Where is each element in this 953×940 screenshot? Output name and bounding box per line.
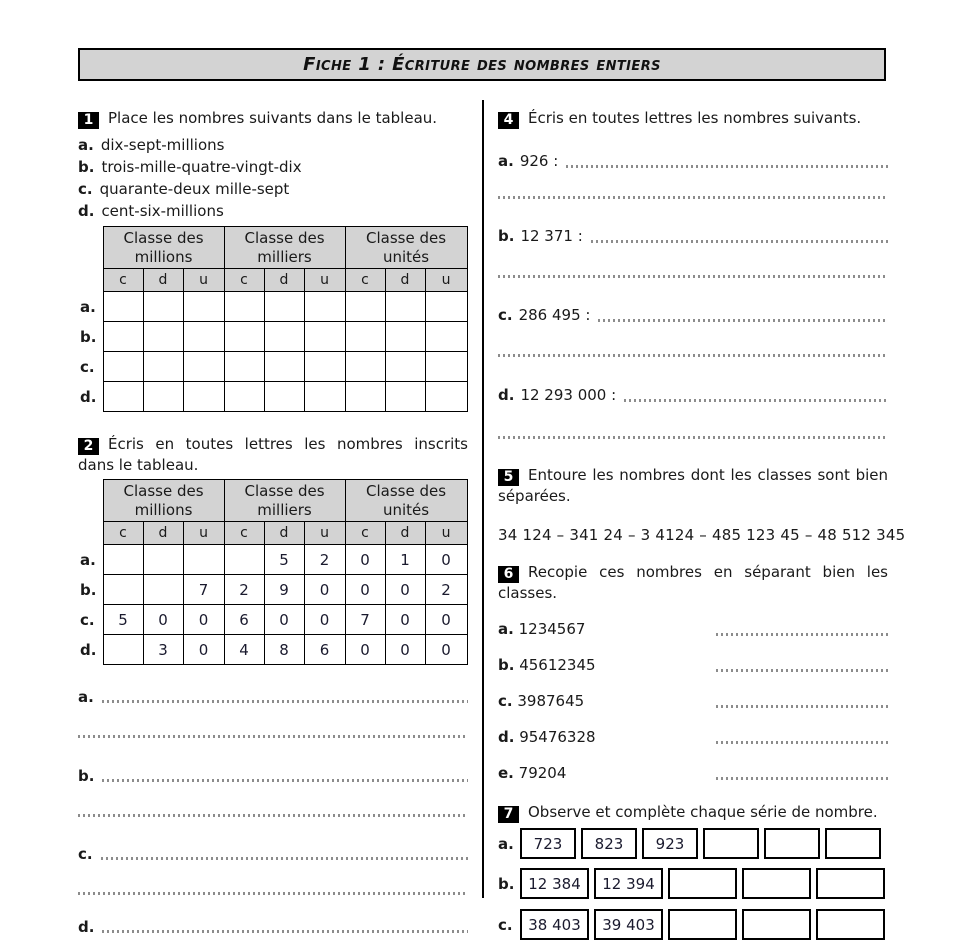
- table-row: [78, 575, 467, 605]
- item-label: d.: [78, 202, 95, 220]
- digit-cell: 0: [183, 605, 224, 635]
- exercise-7-number-badge: 7: [498, 806, 519, 823]
- digit-cell[interactable]: [143, 322, 183, 352]
- digit-cell[interactable]: [425, 322, 467, 352]
- series-box-empty[interactable]: [668, 909, 737, 940]
- fill-item: [498, 307, 888, 324]
- place-value-table-ex1: [78, 226, 468, 412]
- answer-row: [78, 846, 468, 862]
- answer-line[interactable]: [566, 165, 888, 168]
- number-value: 926 :: [519, 152, 559, 170]
- series-box: 723: [520, 828, 576, 859]
- item-label: c.: [78, 180, 93, 198]
- digit-cell[interactable]: [103, 352, 143, 382]
- digit-cell: 0: [385, 605, 425, 635]
- digit-cell[interactable]: [143, 352, 183, 382]
- digit-header: u: [183, 269, 224, 292]
- table-row: [78, 352, 467, 382]
- exercise-5-header: [498, 465, 888, 506]
- digit-cell[interactable]: [304, 322, 345, 352]
- series-box: 38 403: [520, 909, 589, 940]
- digit-cell: [103, 635, 143, 665]
- answer-line[interactable]: [624, 399, 888, 402]
- number-value: 1234567: [518, 620, 586, 638]
- list-item: [78, 178, 468, 200]
- row-label: c.: [80, 610, 95, 629]
- item-text: dix-sept-millions: [100, 136, 225, 154]
- digit-cell: 7: [345, 605, 385, 635]
- table-row: [78, 480, 467, 522]
- series-label: b.: [498, 874, 515, 893]
- digit-header: c: [224, 522, 264, 545]
- digit-cell[interactable]: [345, 322, 385, 352]
- digit-cell: 5: [264, 545, 304, 575]
- answer-line[interactable]: [716, 705, 888, 708]
- answer-line[interactable]: [716, 669, 888, 672]
- item-label: b.: [498, 656, 515, 674]
- digit-cell: [103, 575, 143, 605]
- series-box-empty[interactable]: [668, 868, 737, 899]
- digit-cell: 2: [425, 575, 467, 605]
- exercise-2-number-badge: 2: [78, 438, 99, 455]
- digit-cell[interactable]: [304, 352, 345, 382]
- digit-cell: 3: [143, 635, 183, 665]
- copy-item: [498, 693, 888, 710]
- answer-line[interactable]: [598, 319, 888, 322]
- series-box-empty[interactable]: [825, 828, 881, 859]
- digit-cell: 0: [385, 635, 425, 665]
- digit-cell[interactable]: [345, 382, 385, 412]
- digit-cell[interactable]: [183, 322, 224, 352]
- digit-header: c: [103, 269, 143, 292]
- exercise-2-header: [78, 434, 468, 475]
- item-label: c.: [498, 692, 513, 710]
- fill-item: [498, 387, 888, 404]
- page-title: Fiche 1 : Écriture des nombres entiers: [303, 54, 661, 75]
- item-text: trois-mille-quatre-vingt-dix: [101, 158, 302, 176]
- number-value: 286 495 :: [518, 306, 591, 324]
- class-header-millions: Classe des millions: [103, 227, 224, 269]
- answer-line[interactable]: [102, 779, 468, 782]
- digit-cell[interactable]: [183, 382, 224, 412]
- series-box: 12 384: [520, 868, 589, 899]
- series-box: 12 394: [594, 868, 663, 899]
- exercise-6-number-badge: 6: [498, 566, 519, 583]
- row-label: d.: [80, 640, 97, 659]
- number-value: 3987645: [517, 692, 585, 710]
- number-value: 45612345: [519, 656, 596, 674]
- digit-cell[interactable]: [264, 292, 304, 322]
- column-divider: [482, 100, 484, 898]
- digit-cell: 9: [264, 575, 304, 605]
- item-label: b.: [498, 227, 515, 245]
- answer-line[interactable]: [78, 892, 468, 895]
- series-box-empty[interactable]: [742, 868, 811, 899]
- digit-cell[interactable]: [224, 382, 264, 412]
- item-label: d.: [498, 728, 515, 746]
- answer-line[interactable]: [78, 814, 468, 817]
- exercise-6-header: [498, 562, 888, 603]
- series-box-empty[interactable]: [816, 868, 885, 899]
- exercise-1-items: [78, 134, 468, 222]
- item-label: c.: [498, 306, 513, 324]
- digit-cell[interactable]: [345, 292, 385, 322]
- table-row: [78, 292, 467, 322]
- copy-item: [498, 621, 888, 638]
- table-row: [78, 545, 467, 575]
- class-header-milliers: Classe des milliers: [224, 227, 345, 269]
- digit-cell[interactable]: [224, 352, 264, 382]
- exercise-4-number-badge: 4: [498, 112, 519, 129]
- left-column: [78, 100, 468, 935]
- digit-cell: [103, 545, 143, 575]
- item-label: a.: [78, 136, 94, 154]
- exercise-5-prompt: Entoure les nombres dont les classes sont bien séparées.: [498, 466, 888, 505]
- answer-line[interactable]: [716, 777, 888, 780]
- digit-cell: 7: [183, 575, 224, 605]
- answer-line[interactable]: [591, 240, 888, 243]
- list-item: [78, 134, 468, 156]
- digit-cell[interactable]: [143, 382, 183, 412]
- digit-header: d: [143, 269, 183, 292]
- digit-cell[interactable]: [183, 292, 224, 322]
- table-row: [78, 382, 467, 412]
- digit-cell: 0: [304, 605, 345, 635]
- digit-cell[interactable]: [224, 292, 264, 322]
- row-label: b.: [80, 327, 97, 346]
- exercise-4-header: [498, 108, 888, 129]
- digit-header: u: [304, 522, 345, 545]
- digit-cell: 6: [304, 635, 345, 665]
- digit-cell[interactable]: [304, 292, 345, 322]
- digit-cell[interactable]: [425, 352, 467, 382]
- digit-cell[interactable]: [385, 322, 425, 352]
- digit-cell[interactable]: [385, 352, 425, 382]
- answer-row: [78, 689, 468, 705]
- place-value-table-ex2: [78, 479, 468, 665]
- item-label: a.: [498, 152, 514, 170]
- digit-cell: 0: [264, 605, 304, 635]
- digit-cell: 0: [304, 575, 345, 605]
- copy-item: [498, 729, 888, 746]
- exercise-5-number-badge: 5: [498, 469, 519, 486]
- list-item: [78, 156, 468, 178]
- exercise-2-prompt: Écris en toutes lettres les nombres inscrits dans le tableau.: [78, 435, 468, 474]
- series-box-empty[interactable]: [816, 909, 885, 940]
- exercise-1-number-badge: 1: [78, 112, 99, 129]
- digit-cell[interactable]: [345, 352, 385, 382]
- digit-cell: 2: [224, 575, 264, 605]
- table-row: [78, 227, 467, 269]
- digit-cell: 8: [264, 635, 304, 665]
- digit-cell[interactable]: [264, 352, 304, 382]
- series-box: 823: [581, 828, 637, 859]
- list-item: [78, 200, 468, 222]
- digit-cell: 0: [345, 635, 385, 665]
- digit-cell[interactable]: [103, 292, 143, 322]
- digit-cell[interactable]: [264, 382, 304, 412]
- digit-header: c: [224, 269, 264, 292]
- item-text: cent-six-millions: [101, 202, 224, 220]
- row-label: a.: [80, 297, 96, 316]
- item-label: b.: [78, 158, 95, 176]
- exercise-7-header: [498, 802, 888, 823]
- answer-label: b.: [78, 767, 95, 785]
- digit-cell: 1: [385, 545, 425, 575]
- digit-header: d: [264, 269, 304, 292]
- exercise-7-prompt: Observe et complète chaque série de nombre.: [528, 803, 878, 821]
- table-row: [78, 269, 467, 292]
- digit-cell: 0: [345, 575, 385, 605]
- digit-cell: 0: [345, 545, 385, 575]
- answer-line[interactable]: [716, 741, 888, 744]
- digit-header: d: [385, 522, 425, 545]
- digit-cell[interactable]: [103, 382, 143, 412]
- answer-label: d.: [78, 918, 95, 936]
- series-row: [498, 828, 888, 859]
- answer-label: c.: [78, 845, 93, 863]
- exercise-4-prompt: Écris en toutes lettres les nombres suivants.: [528, 109, 862, 127]
- digit-cell[interactable]: [103, 322, 143, 352]
- series-box-empty[interactable]: [703, 828, 759, 859]
- number-value: 95476328: [519, 728, 596, 746]
- digit-header: c: [345, 269, 385, 292]
- series-row: [498, 909, 888, 940]
- digit-cell[interactable]: [385, 382, 425, 412]
- series-box: 923: [642, 828, 698, 859]
- answer-row: [78, 768, 468, 784]
- digit-cell[interactable]: [304, 382, 345, 412]
- right-column: [498, 100, 906, 940]
- digit-cell: 6: [224, 605, 264, 635]
- answer-line[interactable]: [498, 354, 888, 357]
- item-text: quarante-deux mille-sept: [99, 180, 290, 198]
- digit-header: u: [304, 269, 345, 292]
- series-label: c.: [498, 915, 513, 934]
- series-box-empty[interactable]: [764, 828, 820, 859]
- fill-item: [498, 228, 888, 245]
- exercise-6-prompt: Recopie ces nombres en séparant bien les classes.: [498, 563, 888, 602]
- digit-cell: 5: [103, 605, 143, 635]
- digit-cell: [224, 545, 264, 575]
- title-band: [78, 48, 886, 81]
- digit-header: c: [345, 522, 385, 545]
- answer-row: [78, 919, 468, 935]
- row-label: b.: [80, 580, 97, 599]
- item-label: d.: [498, 386, 515, 404]
- table-row: [78, 605, 467, 635]
- digit-cell: 0: [183, 635, 224, 665]
- answer-line[interactable]: [101, 857, 468, 860]
- series-box-empty[interactable]: [742, 909, 811, 940]
- item-label: a.: [498, 620, 514, 638]
- digit-cell: 4: [224, 635, 264, 665]
- digit-cell: 0: [425, 635, 467, 665]
- row-label: c.: [80, 357, 95, 376]
- digit-cell: [143, 575, 183, 605]
- series-row: [498, 868, 888, 899]
- series-label: a.: [498, 834, 514, 853]
- digit-header: c: [103, 522, 143, 545]
- copy-item: [498, 657, 888, 674]
- answer-label: a.: [78, 688, 94, 706]
- class-header-milliers: Classe des milliers: [224, 480, 345, 522]
- digit-header: u: [183, 522, 224, 545]
- digit-header: d: [385, 269, 425, 292]
- number-value: 79204: [518, 764, 567, 782]
- digit-cell[interactable]: [224, 322, 264, 352]
- answer-line[interactable]: [102, 700, 468, 703]
- digit-header: u: [425, 522, 467, 545]
- digit-cell[interactable]: [143, 292, 183, 322]
- digit-cell: 0: [143, 605, 183, 635]
- exercise-1-prompt: Place les nombres suivants dans le tableau.: [108, 109, 438, 127]
- class-header-unites: Classe des unités: [345, 227, 467, 269]
- digit-cell[interactable]: [425, 382, 467, 412]
- answer-line[interactable]: [716, 633, 888, 636]
- answer-line[interactable]: [78, 735, 468, 738]
- digit-header: d: [143, 522, 183, 545]
- row-label: a.: [80, 550, 96, 569]
- numbers-to-circle: 34 124 – 341 24 – 3 4124 – 485 123 45 – 48 512 345: [498, 526, 906, 544]
- number-value: 12 293 000 :: [520, 386, 617, 404]
- class-header-unites: Classe des unités: [345, 480, 467, 522]
- answer-line[interactable]: [498, 436, 888, 439]
- series-box: 39 403: [594, 909, 663, 940]
- digit-cell: 0: [425, 545, 467, 575]
- table-row: [78, 322, 467, 352]
- digit-cell[interactable]: [425, 292, 467, 322]
- digit-cell: 0: [425, 605, 467, 635]
- table-row: [78, 635, 467, 665]
- row-label: d.: [80, 387, 97, 406]
- class-header-millions: Classe des millions: [103, 480, 224, 522]
- digit-cell[interactable]: [183, 352, 224, 382]
- item-label: e.: [498, 764, 514, 782]
- digit-cell: 2: [304, 545, 345, 575]
- fill-item: [498, 153, 888, 170]
- digit-cell: [143, 545, 183, 575]
- digit-header: u: [425, 269, 467, 292]
- answer-line[interactable]: [498, 275, 888, 278]
- digit-cell[interactable]: [264, 322, 304, 352]
- exercise-1-header: [78, 108, 468, 129]
- digit-cell: [183, 545, 224, 575]
- digit-cell: 0: [385, 575, 425, 605]
- number-value: 12 371 :: [520, 227, 583, 245]
- answer-line[interactable]: [498, 196, 888, 199]
- digit-cell[interactable]: [385, 292, 425, 322]
- digit-header: d: [264, 522, 304, 545]
- copy-item: [498, 765, 888, 782]
- table-row: [78, 522, 467, 545]
- answer-line[interactable]: [102, 930, 468, 933]
